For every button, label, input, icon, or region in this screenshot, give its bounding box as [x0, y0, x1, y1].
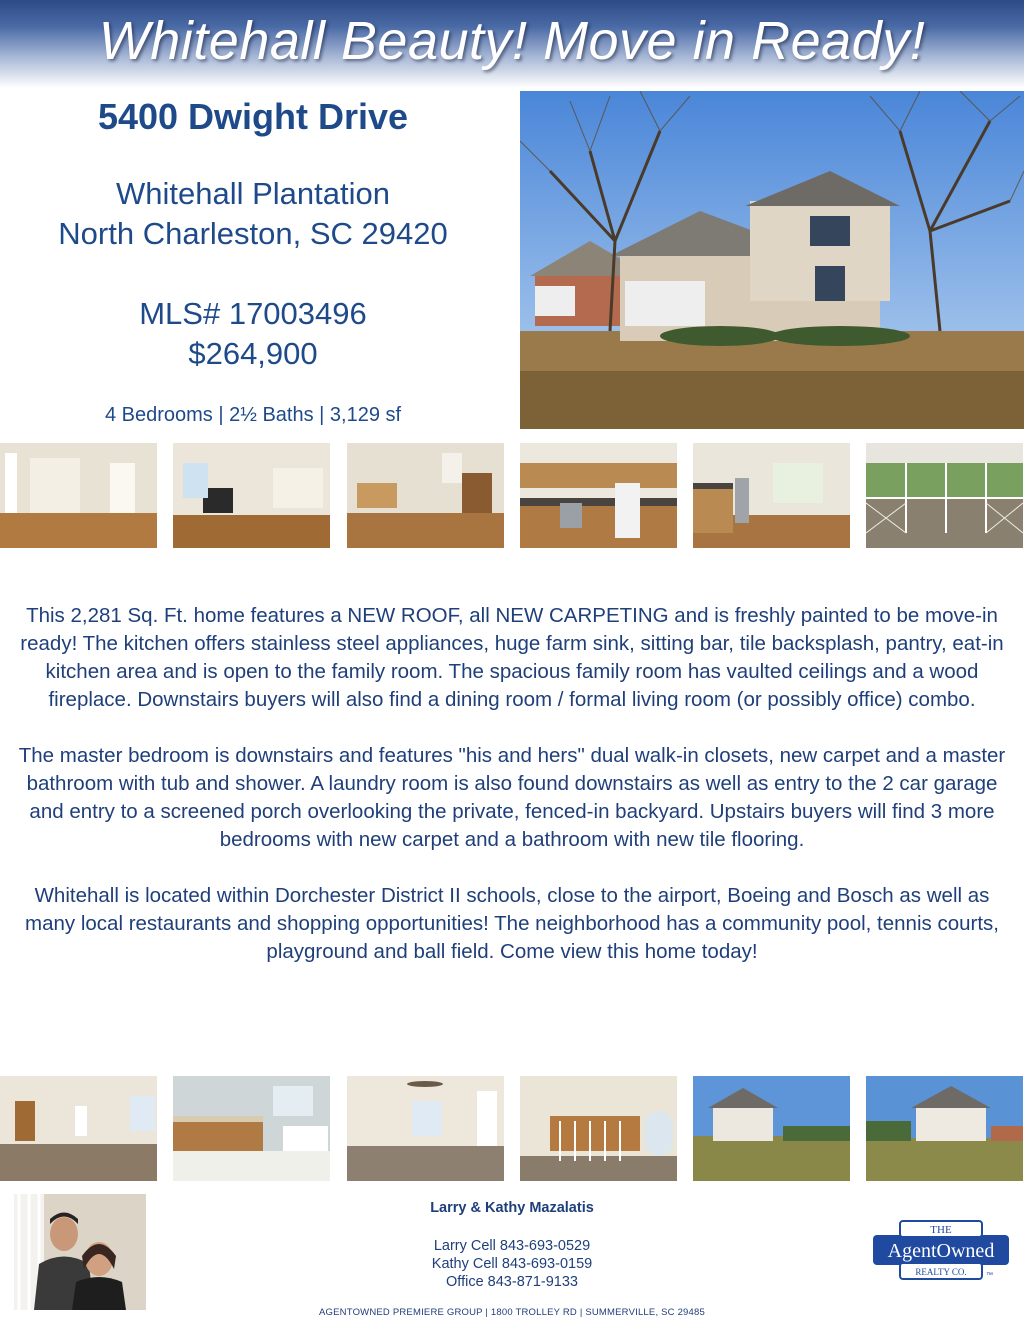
agentowned-logo [870, 1219, 1012, 1281]
subdivision: Whitehall Plantation [116, 176, 390, 211]
kathy-cell: Kathy Cell 843-693-0159 [431, 1256, 593, 1272]
logo-trademark: ™ [986, 1272, 993, 1279]
city-state-zip: North Charleston, SC 29420 [58, 216, 448, 251]
agent-photo [14, 1194, 146, 1310]
mls-number: MLS# 17003496 [139, 296, 367, 331]
header-banner [0, 0, 1024, 88]
listing-price: $264,900 [188, 336, 318, 371]
description-paragraph-2: The master bedroom is downstairs and features "his and hers" dual walk-in closets, new carpet and a master bathroom with tub and shower. A laundry room is also found downstairs as well as entry to the 2 car garage and entry to a screened porch overlooking the private, fenced-in backyard. Upstairs buyers will find 3 more bedrooms with new carpet and a bathroom with new tile flooring. [18, 744, 1006, 851]
street-address: 5400 Dwight Drive [97, 96, 409, 137]
thumb-upstairs-hall [520, 1076, 677, 1181]
thumb-foyer-stairs [347, 443, 504, 548]
thumb-master-bath [173, 1076, 330, 1181]
thumb-bedroom [347, 1076, 504, 1181]
thumb-eat-in-kitchen [693, 443, 850, 548]
agent-names: Larry & Kathy Mazalatis [430, 1200, 594, 1216]
property-description [8, 602, 1016, 994]
main-exterior-photo [520, 91, 1024, 429]
description-paragraph-1: This 2,281 Sq. Ft. home features a NEW ROOF, all NEW CARPETING and is freshly painted to be move-in ready! The kitchen offers stainless steel appliances, huge farm sink, sitting bar, tile backsplash, pantry, eat-in kitchen area and is open to the family room. The spacious family room has vaulted ceilings and a wood fireplace. Downstairs buyers will also find a dining room / formal living room (or possibly office) combo. [20, 604, 1004, 711]
thumb-rear-exterior [866, 1076, 1023, 1181]
footer-address: AGENTOWNED PREMIERE GROUP | 1800 TROLLEY RD | SUMMERVILLE, SC 29485 [319, 1307, 705, 1318]
listing-specs: 4 Bedrooms | 2½ Baths | 3,129 sf [104, 404, 402, 426]
thumb-kitchen [520, 443, 677, 548]
larry-cell: Larry Cell 843-693-0529 [433, 1238, 591, 1254]
logo-bottom-text: REALTY CO. [915, 1267, 967, 1277]
logo-top-text: THE [930, 1224, 952, 1236]
thumb-family-room [173, 443, 330, 548]
flyer-title: Whitehall Beauty! Move in Ready! [98, 11, 926, 71]
thumb-master-bedroom [0, 1076, 157, 1181]
description-paragraph-3: Whitehall is located within Dorchester District II schools, close to the airport, Boeing and Bosch as well as many local restaurants and shopping opportunities! The neighborhood has a community pool, tennis courts, playground and ball field. Come view this home today! [25, 884, 999, 963]
agent-contact [340, 1200, 684, 1290]
office-phone: Office 843-871-9133 [446, 1274, 578, 1290]
thumb-living-room [0, 443, 157, 548]
thumb-backyard [693, 1076, 850, 1181]
thumb-screened-porch [866, 443, 1023, 548]
logo-main-text: AgentOwned [887, 1240, 995, 1262]
